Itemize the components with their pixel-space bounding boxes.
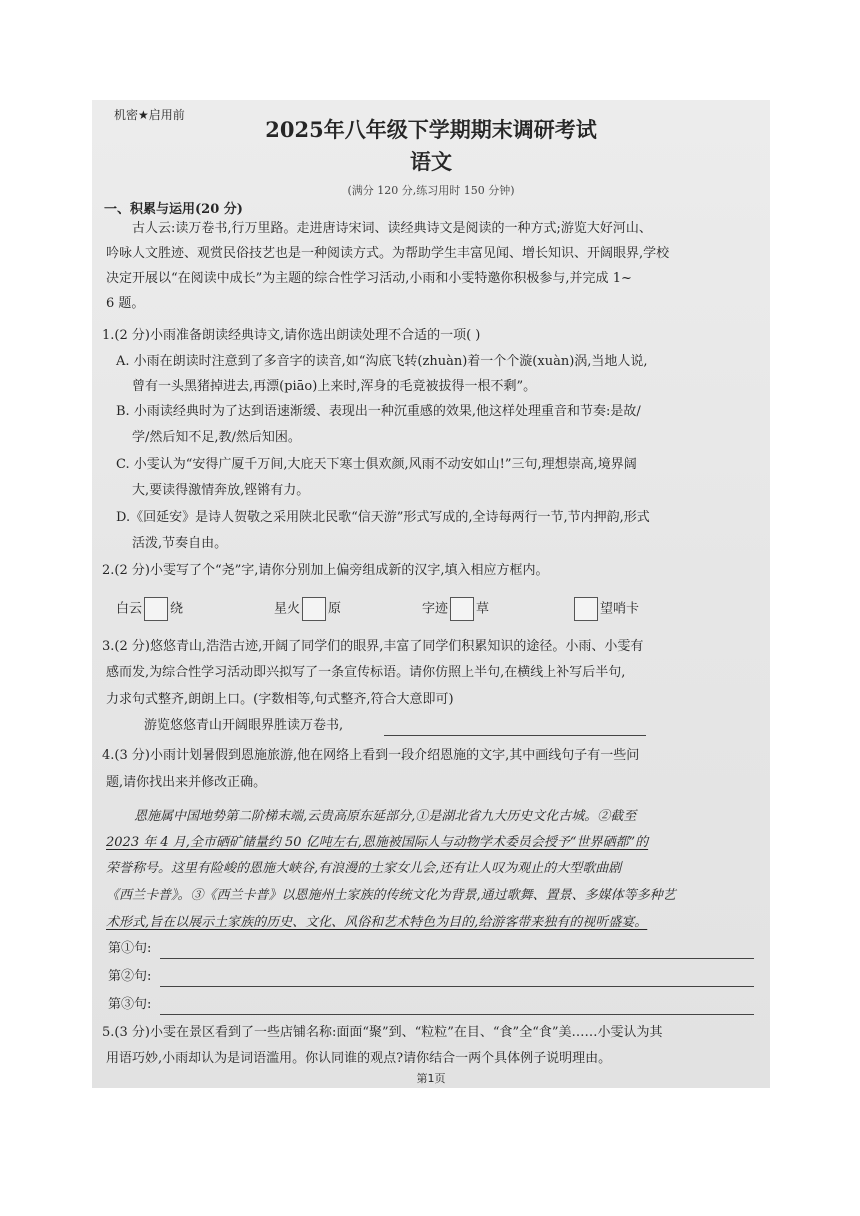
- q2-item-before: 字迹: [422, 601, 449, 617]
- q2-item-after: 绕: [170, 601, 184, 617]
- q1-option-d: D.《回延安》是诗人贺敬之采用陕北民歌“信天游”形式写成的,全诗每两行一节,节内押韵,形式: [116, 510, 650, 525]
- subject-title: 语文: [410, 149, 452, 174]
- q2-stem: 2.(2 分)小雯写了个“尧”字,请你分别加上偏旁组成新的汉字,填入相应方框内。: [102, 563, 549, 578]
- q4-answer-label: 第①句:: [108, 941, 152, 956]
- intro-line: 吟咏人文胜迹、观赏民俗技艺也是一种阅读方式。为帮助学生丰富见闻、增长知识、开阔眼界,学校: [106, 246, 670, 261]
- q4-stem-cont: 题,请你找出来并修改正确。: [106, 775, 267, 790]
- exam-title: 2025年八年级下学期期末调研考试: [265, 117, 597, 142]
- exam-paper: [92, 100, 770, 1088]
- q3-line: 感而发,为综合性学习活动即兴拟写了一条宣传标语。请你仿照上半句,在横线上补写后半句,: [106, 665, 626, 680]
- q1-option-b-cont: 学/然后知不足,教/然后知困。: [132, 430, 301, 445]
- q4-passage-line: 《西兰卡普》。③《西兰卡普》以恩施州土家族的传统文化为背景,通过歌舞、置景、多媒体等多种艺: [106, 888, 676, 903]
- q2-item: [572, 597, 639, 621]
- confidential-label: 机密★启用前: [114, 108, 185, 122]
- q2-answer-box[interactable]: [302, 597, 326, 621]
- q4-stem: 4.(3 分)小雨计划暑假到恩施旅游,他在网络上看到一段介绍恩施的文字,其中画线句子有一些问: [102, 748, 640, 763]
- q3-line: 力求句式整齐,朗朗上口。(字数相等,句式整齐,符合大意即可): [106, 692, 454, 707]
- q1-option-a-cont: 曾有一头黑猪掉进去,再漂(piāo)上来时,浑身的毛竟被拔得一根不剩”。: [132, 379, 537, 394]
- q1-stem: 1.(2 分)小雨准备朗读经典诗文,请你选出朗读处理不合适的一项( ): [102, 328, 481, 343]
- q1-option-b: B. 小雨读经典时为了达到语速渐缓、表现出一种沉重感的效果,他这样处理重音和节奏:是故/: [116, 404, 641, 419]
- intro-line: 古人云:读万卷书,行万里路。走进唐诗宋词、读经典诗文是阅读的一种方式;游览大好河山、: [132, 221, 652, 236]
- q4-answer-label: 第②句:: [108, 969, 152, 984]
- q5-line: 5.(3 分)小雯在景区看到了一些店铺名称:面面“聚”到、“粒粒”在目、“食”全“食”美……小雯认为其: [102, 1025, 663, 1040]
- q4-passage-line: 术形式,旨在以展示土家族的历史、文化、风俗和艺术特色为目的,给游客带来独有的视听盛宴。: [106, 915, 648, 930]
- q2-item: [274, 597, 341, 621]
- q4-answer-label: 第③句:: [108, 997, 152, 1012]
- q1-option-c-cont: 大,要读得激情奔放,铿锵有力。: [132, 483, 310, 498]
- q4-passage-line: 2023 年 4 月,全市硒矿储量约 50 亿吨左右,恩施被国际人与动物学术委员会授予“世界硒都”的: [106, 835, 649, 850]
- page-number: 第1页: [416, 1072, 446, 1085]
- q3-slogan: 游览悠悠青山开阔眼界胜读万卷书,: [144, 718, 344, 733]
- exam-info: (满分 120 分,练习用时 150 分钟): [347, 184, 515, 197]
- q3-answer-line[interactable]: [384, 735, 646, 736]
- q2-item: [422, 597, 489, 621]
- section-heading: 一、积累与运用(20 分): [104, 202, 243, 217]
- intro-line: 6 题。: [106, 296, 145, 311]
- q1-option-c: C. 小雯认为“安得广厦千万间,大庇天下寒士俱欢颜,风雨不动安如山!”三句,理想崇高,境界阔: [116, 457, 637, 472]
- q1-option-d-cont: 活泼,节奏自由。: [132, 536, 228, 551]
- q4-answer-line[interactable]: [160, 1014, 754, 1015]
- q2-item: [116, 597, 183, 621]
- q4-passage-line: 恩施属中国地势第二阶梯末端,云贵高原东延部分,①是湖北省九大历史文化古城。②截至: [134, 809, 637, 824]
- q5-line: 用语巧妙,小雨却认为是词语滥用。你认同谁的观点?请你结合一两个具体例子说明理由。: [106, 1051, 612, 1066]
- q2-answer-box[interactable]: [450, 597, 474, 621]
- q3-line: 3.(2 分)悠悠青山,浩浩古迹,开阔了同学们的眼界,丰富了同学们积累知识的途径。小雨、小雯有: [102, 639, 644, 654]
- q2-answer-box[interactable]: [574, 597, 598, 621]
- q1-option-a: A. 小雨在朗读时注意到了多音字的读音,如“沟底飞转(zhuàn)着一个个漩(xuàn)涡,当地人说,: [116, 354, 648, 369]
- q2-item-after: 望哨卡: [600, 601, 640, 617]
- q4-answer-line[interactable]: [160, 958, 754, 959]
- q2-item-before: 星火: [274, 601, 301, 617]
- q2-item-after: 草: [476, 601, 490, 617]
- q2-answer-box[interactable]: [144, 597, 168, 621]
- q2-item-before: 白云: [116, 601, 143, 617]
- q4-passage-line: 荣誉称号。这里有险峻的恩施大峡谷,有浪漫的土家女儿会,还有让人叹为观止的大型歌曲剧: [106, 861, 622, 876]
- q4-answer-line[interactable]: [160, 986, 754, 987]
- intro-line: 决定开展以“在阅读中成长”为主题的综合性学习活动,小雨和小雯特邀你积极参与,并完成 1~: [106, 271, 632, 286]
- q2-item-after: 原: [328, 601, 342, 617]
